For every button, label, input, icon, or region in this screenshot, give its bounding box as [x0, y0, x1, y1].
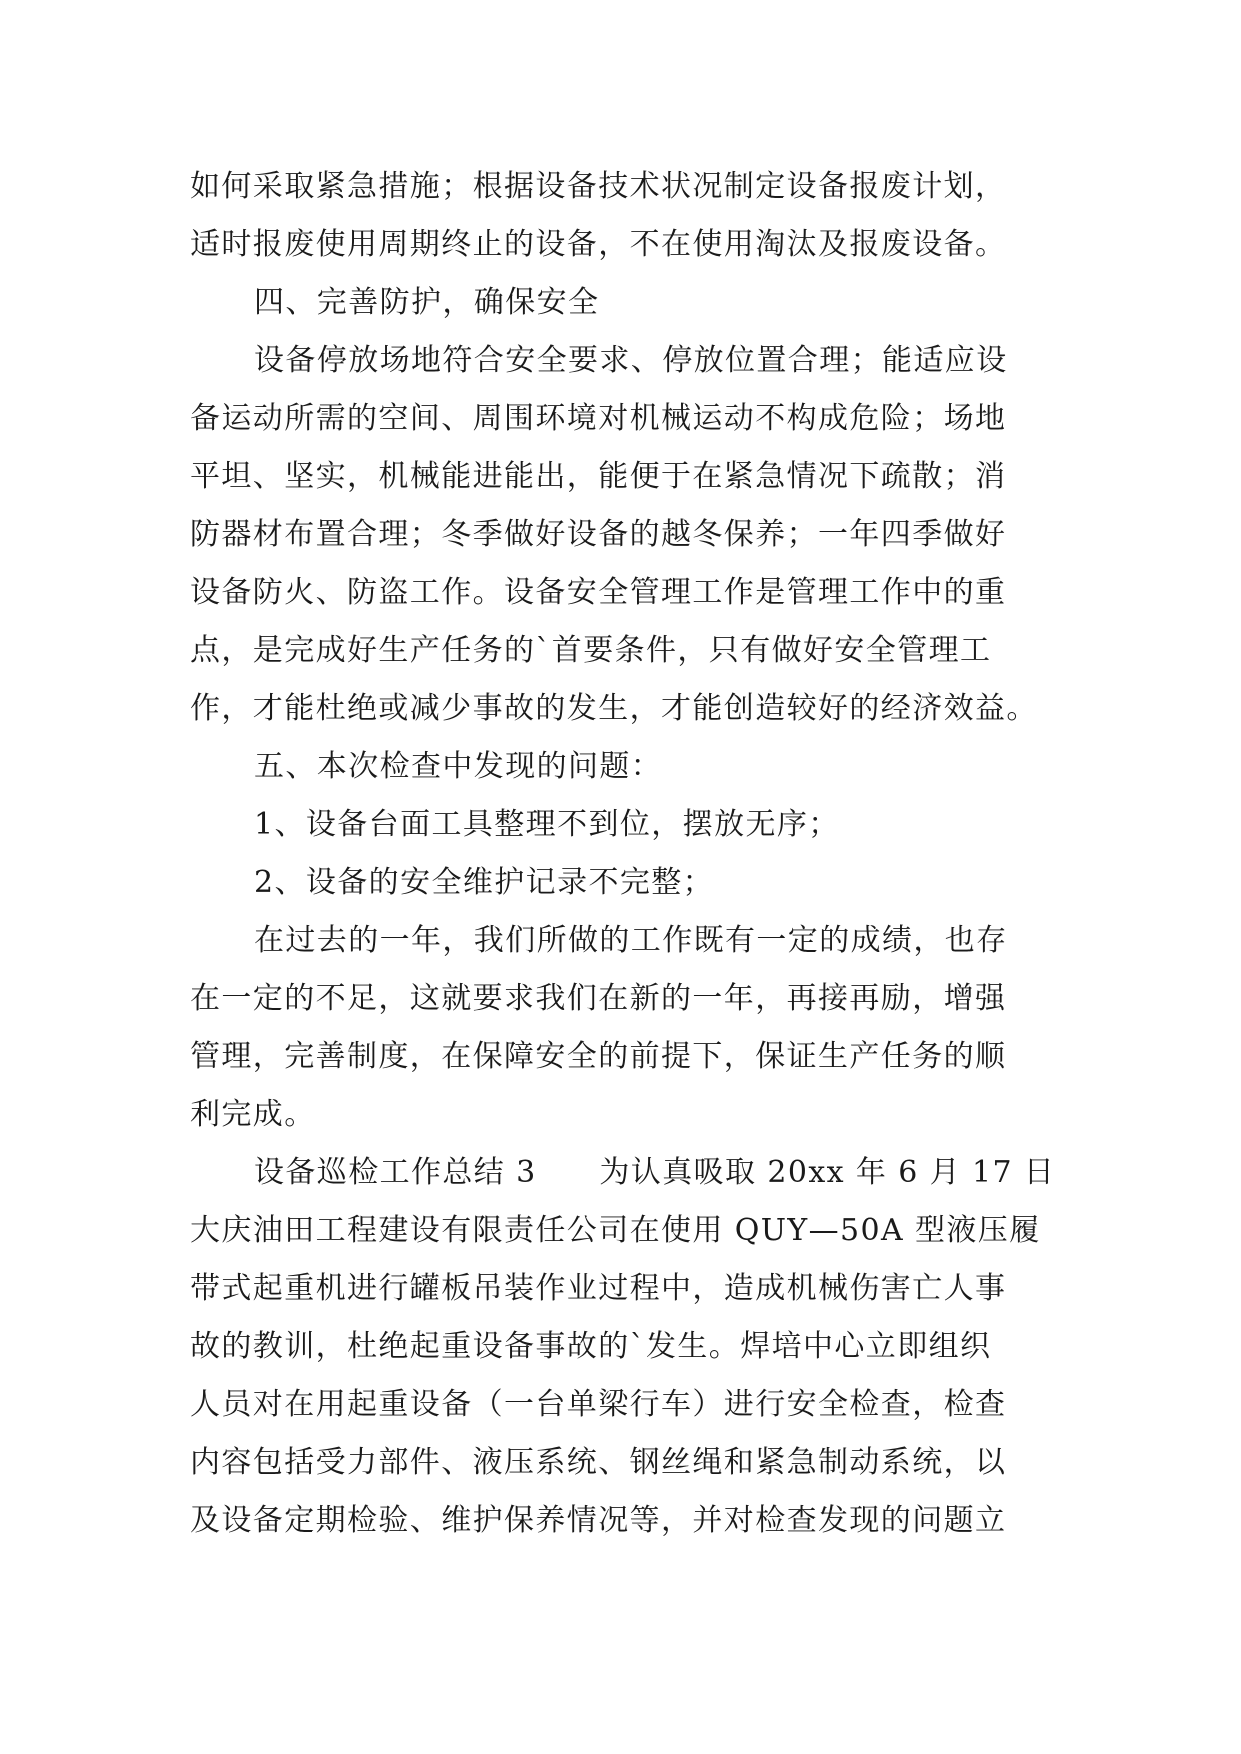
text-line: 适时报废使用周期终止的设备，不在使用淘汰及报废设备。 [190, 227, 1007, 262]
text-line: 防器材布置合理；冬季做好设备的越冬保养；一年四季做好 [190, 517, 1007, 552]
list-item: 1、设备台面工具整理不到位，摆放无序； [254, 807, 840, 842]
text-line: 备运动所需的空间、周围环境对机械运动不构成危险；场地 [190, 401, 1007, 436]
text-line: 故的教训，杜绝起重设备事故的`发生。焊培中心立即组织 [190, 1329, 992, 1364]
section-heading: 五、本次检查中发现的问题： [254, 749, 663, 784]
text-line: 内容包括受力部件、液压系统、钢丝绳和紧急制动系统，以 [190, 1445, 1007, 1480]
text-line: 平坦、坚实，机械能进能出，能便于在紧急情况下疏散；消 [190, 459, 1007, 494]
list-item: 2、设备的安全维护记录不完整； [254, 865, 715, 900]
text-line: 利完成。 [190, 1097, 316, 1132]
document-body [190, 158, 1056, 1550]
section-title-line: 设备巡检工作总结 3 为认真吸取 20xx 年 6 月 17 日 [254, 1155, 1056, 1190]
text-line: 管理，完善制度，在保障安全的前提下，保证生产任务的顺 [190, 1039, 1007, 1074]
text-line: 设备防火、防盗工作。设备安全管理工作是管理工作中的重 [190, 575, 1007, 610]
text-line: 在过去的一年，我们所做的工作既有一定的成绩，也存 [254, 923, 1008, 958]
text-line: 如何采取紧急措施；根据设备技术状况制定设备报废计划， [190, 169, 1007, 204]
text-line: 点，是完成好生产任务的`首要条件，只有做好安全管理工 [190, 633, 992, 668]
text-line: 大庆油田工程建设有限责任公司在使用 QUY—50A 型液压履 [190, 1213, 1041, 1248]
text-line: 在一定的不足，这就要求我们在新的一年，再接再励，增强 [190, 981, 1007, 1016]
text-line: 作，才能杜绝或减少事故的发生，才能创造较好的经济效益。 [190, 691, 1038, 726]
text-line: 人员对在用起重设备（一台单梁行车）进行安全检查，检查 [190, 1387, 1007, 1422]
text-line: 设备停放场地符合安全要求、停放位置合理；能适应设 [254, 343, 1008, 378]
text-line: 及设备定期检验、维护保养情况等，并对检查发现的问题立 [190, 1503, 1007, 1538]
section-heading: 四、完善防护，确保安全 [254, 285, 600, 320]
text-line: 带式起重机进行罐板吊装作业过程中，造成机械伤害亡人事 [190, 1271, 1007, 1306]
